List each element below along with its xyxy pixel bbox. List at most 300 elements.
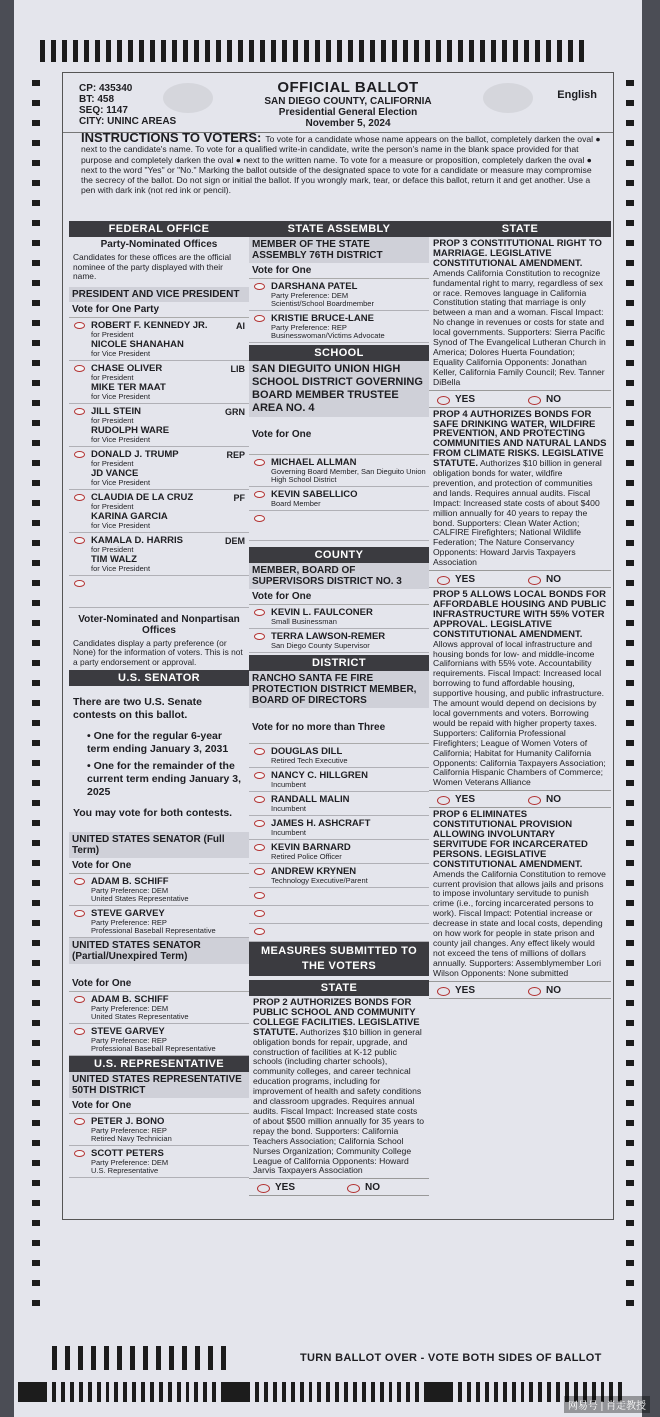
candidate-row[interactable] [249, 629, 429, 653]
prop3-yes[interactable]: YES [429, 391, 520, 407]
timing-mark [524, 40, 529, 62]
president-name: DONALD J. TRUMP [91, 448, 179, 460]
election-date: November 5, 2024 [305, 118, 391, 129]
president-contest-title: PRESIDENT AND VICE PRESIDENT [69, 287, 249, 302]
timing-mark [79, 1382, 83, 1402]
timing-mark [626, 1020, 634, 1026]
prop2-choices [249, 1178, 429, 1196]
vice-president-label: for Vice President [91, 348, 151, 358]
candidate-detail: Retired Tech Executive [271, 756, 348, 765]
timing-mark [32, 520, 40, 526]
timing-mark [32, 380, 40, 386]
timing-mark [61, 1382, 65, 1402]
timing-mark [380, 1382, 384, 1402]
timing-mark [626, 1200, 634, 1206]
vote-oval[interactable] [74, 910, 85, 917]
vote-oval[interactable] [74, 537, 85, 544]
candidate-row[interactable] [249, 311, 429, 343]
vote-oval[interactable] [254, 491, 265, 498]
vote-oval[interactable] [254, 633, 265, 640]
timing-mark [18, 1382, 47, 1402]
timing-mark [194, 1382, 198, 1402]
vice-president-name: MIKE TER MAAT [91, 381, 166, 393]
candidate-name: ADAM B. SCHIFF [91, 994, 169, 1005]
timing-mark [52, 1382, 56, 1402]
school-vote-rule: Vote for One [249, 417, 429, 455]
timing-mark [392, 40, 397, 62]
timing-mark [626, 340, 634, 346]
ticket-row[interactable] [69, 533, 249, 576]
vote-oval[interactable] [74, 322, 85, 329]
senate-bullet-2: • One for the remainder of the current term ending January 3, 2025 [87, 760, 242, 798]
timing-mark [626, 160, 634, 166]
right-timing-marks [626, 80, 634, 1340]
senate-info: There are two U.S. Senate contests on this ballot. [73, 696, 202, 721]
timing-mark [626, 1040, 634, 1046]
vote-oval[interactable] [254, 283, 265, 290]
rep-contest-title: UNITED STATES REPRESENTATIVE 50TH DISTRICT [69, 1072, 249, 1098]
county-candidates [249, 605, 429, 653]
vote-oval[interactable] [254, 748, 265, 755]
candidate-row[interactable] [69, 1024, 249, 1056]
timing-mark [371, 1382, 375, 1402]
district-candidates [249, 744, 429, 888]
vote-oval[interactable] [254, 515, 265, 522]
vote-oval[interactable] [74, 1028, 85, 1035]
vice-president-label: for Vice President [91, 520, 151, 530]
timing-mark [88, 1382, 92, 1402]
candidate-name: ANDREW KRYNEN [271, 866, 357, 877]
timing-mark [32, 1280, 40, 1286]
timing-mark [626, 920, 634, 926]
timing-mark [106, 40, 111, 62]
write-in-district-3[interactable] [249, 924, 429, 942]
timing-mark [626, 320, 634, 326]
timing-mark [494, 1382, 498, 1402]
prop3-text: PROP 3 CONSTITUTIONAL RIGHT TO MARRIAGE. LEGISLATIVE CONSTITUTIONAL AMENDMENT. Amends California Constitution to recognize fundamental right to marry, regardless of sex or race. Removes language in California Constitution stating that marriage is only between a man and a woman. Fiscal Impact: No change in revenues or costs for state and local governments. Supporters: Sierra Pacific Synod of The Evangelical Lutheran Church in America; Dolores Huerta Foundation; Equality California Opponents: Jonathan Keller, California Family Council; Rev. Tanner DiBella [433, 238, 606, 387]
timing-mark [70, 1382, 74, 1402]
timing-mark [362, 1382, 366, 1402]
candidate-row[interactable] [69, 1146, 249, 1178]
candidate-detail: United States Representative [91, 894, 189, 903]
write-in-district-2[interactable] [249, 906, 429, 924]
timing-mark [626, 1060, 634, 1066]
timing-mark [626, 960, 634, 966]
timing-mark [194, 40, 199, 62]
president-label: for President [91, 458, 134, 468]
state-measures-header: STATE [249, 980, 429, 996]
vice-president-name: RUDOLPH WARE [91, 424, 170, 436]
timing-mark [32, 640, 40, 646]
timing-mark [32, 660, 40, 666]
timing-mark [467, 1382, 471, 1402]
timing-mark [177, 1382, 181, 1402]
timing-mark [626, 460, 634, 466]
president-vote-rule: Vote for One Party [69, 302, 249, 318]
candidate-row[interactable] [249, 768, 429, 792]
timing-mark [32, 800, 40, 806]
vote-oval[interactable] [74, 365, 85, 372]
timing-mark [424, 1382, 453, 1402]
write-in-district-1[interactable] [249, 888, 429, 906]
candidate-detail: Technology Executive/Parent [271, 876, 368, 885]
vice-president-label: for Vice President [91, 477, 151, 487]
candidate-name: KRISTIE BRUCE-LANE [271, 313, 374, 324]
candidate-name: RANDALL MALIN [271, 794, 350, 805]
timing-mark [626, 880, 634, 886]
timing-mark [40, 40, 45, 62]
candidate-detail: Party Preference: DEM [91, 1158, 169, 1167]
county-seal-icon [483, 83, 533, 113]
timing-mark [32, 80, 40, 86]
vote-oval[interactable] [254, 910, 265, 917]
timing-mark [32, 400, 40, 406]
timing-mark [309, 1382, 313, 1402]
candidate-name: PETER J. BONO [91, 1116, 165, 1127]
timing-mark [150, 1382, 154, 1402]
assembly-vote-rule: Vote for One [249, 263, 429, 279]
timing-mark [32, 760, 40, 766]
candidate-detail: Board Member [271, 499, 321, 508]
timing-mark [65, 1346, 70, 1370]
us-representative-header: U.S. REPRESENTATIVE [69, 1056, 249, 1072]
timing-mark [32, 1200, 40, 1206]
president-candidates [69, 318, 249, 576]
timing-mark [626, 560, 634, 566]
timing-mark [32, 1240, 40, 1246]
timing-mark [156, 1346, 161, 1370]
prop4-yes[interactable]: YES [429, 571, 520, 587]
timing-mark [32, 540, 40, 546]
bullet-icon: • [87, 760, 94, 772]
candidate-detail: Incumbent [271, 828, 307, 837]
candidate-row[interactable] [249, 864, 429, 888]
vote-oval[interactable] [74, 1118, 85, 1125]
district-contest-title: RANCHO SANTA FE FIRE PROTECTION DISTRICT MEMBER, BOARD OF DIRECTORS [249, 671, 429, 708]
vote-oval[interactable] [74, 451, 85, 458]
vote-oval[interactable] [74, 494, 85, 501]
prop3-no[interactable]: NO [520, 391, 611, 407]
timing-mark [469, 40, 474, 62]
timing-mark [415, 1382, 419, 1402]
timing-mark [626, 280, 634, 286]
candidate-detail: Professional Baseball Representative [91, 1044, 216, 1053]
timing-mark [183, 40, 188, 62]
column-federal [69, 221, 249, 1178]
timing-mark [32, 1160, 40, 1166]
timing-mark [626, 720, 634, 726]
timing-mark [84, 40, 89, 62]
vice-president-name: JD VANCE [91, 467, 139, 479]
timing-mark [73, 40, 78, 62]
prop2-yes[interactable]: YES [249, 1179, 339, 1195]
turn-ballot-over-note: TURN BALLOT OVER - VOTE BOTH SIDES OF BALLOT [300, 1352, 602, 1364]
timing-mark [626, 220, 634, 226]
senator-partial-title: UNITED STATES SENATOR (Partial/Unexpired Term) [69, 938, 249, 964]
ticket-row[interactable] [69, 447, 249, 490]
vice-president-name: NICOLE SHANAHAN [91, 338, 184, 350]
timing-mark [300, 1382, 304, 1402]
ticket-row[interactable] [69, 318, 249, 361]
timing-mark [282, 40, 287, 62]
candidate-row[interactable] [249, 840, 429, 864]
vote-oval[interactable] [254, 928, 265, 935]
timing-mark [529, 1382, 533, 1402]
timing-mark [32, 720, 40, 726]
candidate-row[interactable] [249, 455, 429, 487]
vote-oval[interactable] [254, 820, 265, 827]
timing-mark [203, 1382, 207, 1402]
candidate-row[interactable] [69, 992, 249, 1024]
timing-mark [141, 1382, 145, 1402]
timing-mark [626, 540, 634, 546]
bullet-icon: • [87, 730, 94, 742]
timing-mark [32, 360, 40, 366]
timing-mark [212, 1382, 216, 1402]
vote-oval[interactable] [254, 844, 265, 851]
timing-mark [91, 1346, 96, 1370]
timing-mark [502, 40, 507, 62]
timing-mark [406, 1382, 410, 1402]
candidate-name: ADAM B. SCHIFF [91, 876, 169, 887]
top-timing-marks [40, 40, 620, 62]
candidate-detail: Incumbent [271, 804, 307, 813]
timing-mark [626, 380, 634, 386]
candidate-detail: Professional Baseball Representative [91, 926, 216, 935]
ticket-row[interactable] [69, 404, 249, 447]
prop6-yes[interactable]: YES [429, 982, 520, 998]
timing-mark [626, 400, 634, 406]
timing-mark [32, 620, 40, 626]
candidate-row[interactable] [249, 816, 429, 840]
timing-mark [32, 240, 40, 246]
candidate-row[interactable] [249, 792, 429, 816]
candidate-name: DARSHANA PATEL [271, 281, 358, 292]
timing-mark [626, 140, 634, 146]
vote-oval[interactable] [74, 878, 85, 885]
school-candidates [249, 455, 429, 511]
assembly-candidates [249, 279, 429, 343]
candidate-name: KEVIN SABELLICO [271, 489, 358, 500]
candidate-row[interactable] [69, 1114, 249, 1146]
timing-mark [344, 1382, 348, 1402]
us-senator-header: U.S. SENATOR [69, 670, 249, 686]
write-in-president[interactable] [69, 576, 249, 608]
vote-oval[interactable] [254, 609, 265, 616]
timing-mark [32, 500, 40, 506]
timing-mark [32, 840, 40, 846]
timing-mark [626, 200, 634, 206]
timing-mark [480, 40, 485, 62]
timing-mark [132, 1382, 136, 1402]
prop2-text: PROP 2 AUTHORIZES BONDS FOR PUBLIC SCHOOL AND COMMUNITY COLLEGE FACILITIES. LEGISLATIVE STATUTE. Authorizes $10 billion in general obligation bonds for repair, upgrade, and construction of facilities at K-12 public schools (including charter schools), community colleges, and career technical education programs, including for improvement of health and safety conditions and classroom upgrades. Requires annual audits. Fiscal Impact: Increased state costs of about $500 million annually for 35 years to repay the bond. Supporters: California Teachers Association; California School Nurses Organization; Community College League of California Opponents: Howard Jarvis Taxpayers Association [253, 997, 425, 1176]
language-label: English [557, 89, 597, 101]
timing-mark [32, 1140, 40, 1146]
timing-mark [626, 240, 634, 246]
timing-mark [186, 1382, 190, 1402]
timing-mark [32, 420, 40, 426]
voter-nominated-heading: Voter-Nominated and Nonpartisan Offices [69, 612, 249, 638]
president-name: KAMALA D. HARRIS [91, 534, 184, 546]
vote-oval[interactable] [254, 892, 265, 899]
timing-mark [172, 40, 177, 62]
timing-mark [205, 40, 210, 62]
timing-mark [32, 300, 40, 306]
vote-oval[interactable] [254, 315, 265, 322]
timing-mark [32, 260, 40, 266]
candidate-detail: Party Preference: REP [271, 323, 347, 332]
timing-mark [32, 1100, 40, 1106]
prop5-yes[interactable]: YES [429, 791, 520, 807]
timing-mark [114, 1382, 118, 1402]
vote-oval[interactable] [254, 459, 265, 466]
county-vote-rule: Vote for One [249, 589, 429, 605]
prop2-no[interactable]: NO [339, 1179, 429, 1195]
candidate-detail: Party Preference: DEM [271, 291, 349, 300]
candidate-row[interactable] [69, 906, 249, 938]
timing-mark [51, 40, 56, 62]
timing-mark [353, 1382, 357, 1402]
timing-mark [32, 900, 40, 906]
timing-mark [626, 660, 634, 666]
timing-mark [32, 480, 40, 486]
timing-mark [104, 1346, 109, 1370]
candidate-detail: Party Preference: REP [91, 918, 167, 927]
timing-mark [195, 1346, 200, 1370]
timing-mark [117, 40, 122, 62]
timing-mark [546, 40, 551, 62]
timing-mark [208, 1346, 213, 1370]
candidate-row[interactable] [249, 744, 429, 768]
ticket-row[interactable] [69, 361, 249, 404]
timing-mark [255, 1382, 259, 1402]
prop6-choices [429, 981, 611, 999]
seq-code: SEQ: 1147 [79, 105, 128, 116]
timing-mark [626, 260, 634, 266]
candidate-row[interactable] [249, 279, 429, 311]
president-label: for President [91, 544, 134, 554]
timing-mark [32, 1300, 40, 1306]
timing-mark [337, 40, 342, 62]
prop3-choices [429, 390, 611, 408]
timing-mark [32, 280, 40, 286]
timing-mark [389, 1382, 393, 1402]
vice-president-label: for Vice President [91, 563, 151, 573]
prop4-no[interactable]: NO [520, 571, 611, 587]
timing-mark [32, 780, 40, 786]
timing-mark [626, 820, 634, 826]
vote-oval[interactable] [254, 796, 265, 803]
timing-mark [128, 40, 133, 62]
vote-oval[interactable] [254, 868, 265, 875]
timing-mark [32, 600, 40, 606]
timing-mark [32, 1260, 40, 1266]
timing-mark [221, 1346, 226, 1370]
federal-office-header: FEDERAL OFFICE [69, 221, 249, 237]
timing-mark [626, 300, 634, 306]
president-name: CLAUDIA DE LA CRUZ [91, 491, 194, 503]
timing-mark [626, 1000, 634, 1006]
timing-mark [476, 1382, 480, 1402]
timing-mark [397, 1382, 401, 1402]
timing-mark [32, 580, 40, 586]
timing-mark [626, 1080, 634, 1086]
timing-mark [626, 1120, 634, 1126]
candidate-detail: Party Preference: DEM [91, 1004, 169, 1013]
timing-mark [626, 1160, 634, 1166]
voter-nominated-note: Candidates display a party preference (or None) for the information of voters. This is not a party endorsement or approval. [73, 637, 243, 667]
timing-mark [626, 900, 634, 906]
candidate-name: STEVE GARVEY [91, 1026, 165, 1037]
timing-mark [512, 1382, 516, 1402]
senator-full-candidates [69, 874, 249, 938]
ballot-header [63, 73, 613, 133]
timing-mark [249, 40, 254, 62]
timing-mark [626, 120, 634, 126]
vote-oval[interactable] [254, 772, 265, 779]
timing-mark [123, 1382, 127, 1402]
vote-oval[interactable] [74, 580, 85, 587]
timing-mark [626, 800, 634, 806]
timing-mark [626, 680, 634, 686]
timing-mark [32, 200, 40, 206]
candidate-row[interactable] [69, 874, 249, 906]
timing-mark [32, 340, 40, 346]
party-abbrev: GRN [225, 406, 245, 417]
candidate-name: NANCY C. HILLGREN [271, 770, 368, 781]
timing-mark [32, 460, 40, 466]
candidate-row[interactable] [249, 487, 429, 511]
bottom-timing-marks [18, 1382, 622, 1402]
timing-mark [32, 220, 40, 226]
timing-mark [161, 40, 166, 62]
vote-oval[interactable] [74, 408, 85, 415]
candidate-name: MICHAEL ALLMAN [271, 457, 357, 468]
prop5-choices [429, 790, 611, 808]
prop6-text: PROP 6 ELIMINATES CONSTITUTIONAL PROVISION ALLOWING INVOLUNTARY SERVITUDE FOR INCARCERATED PERSONS. LEGISLATIVE CONSTITUTIONAL AMENDMENT. Amends the California Constitution to remove current provision that allows jails and prisons to impose involuntary servitude to punish crime (i.e., forcing incarcerated persons to work). Fiscal Impact: Potential increase or decrease in state and local costs, depending on how work for people in state prison and county jail changes. Any effect likely would not exceed the tens of millions of dollars annually. Supporters: Assemblymember Lori Wilson Opponents: None submitted [433, 809, 606, 978]
candidate-row[interactable] [249, 605, 429, 629]
candidate-detail: Governing Board Member, San Dieguito Union High School District [271, 467, 426, 484]
candidate-detail: Businesswoman/Victims Advocate [271, 331, 385, 340]
party-abbrev: AI [236, 320, 245, 331]
vote-oval[interactable] [74, 996, 85, 1003]
ticket-row[interactable] [69, 490, 249, 533]
timing-mark [381, 40, 386, 62]
timing-mark [317, 1382, 321, 1402]
state-assembly-header: STATE ASSEMBLY [249, 221, 429, 237]
timing-mark [32, 140, 40, 146]
bt-code: BT: 458 [79, 94, 115, 105]
timing-mark [626, 1260, 634, 1266]
district-vote-rule: Vote for no more than Three [249, 708, 429, 744]
vote-oval[interactable] [74, 1150, 85, 1157]
party-nominated-heading: Party-Nominated Offices [69, 237, 249, 252]
timing-mark [32, 860, 40, 866]
timing-mark [32, 1000, 40, 1006]
timing-mark [521, 1382, 525, 1402]
timing-mark [626, 500, 634, 506]
school-header: SCHOOL [249, 345, 429, 361]
rep-vote-rule: Vote for One [69, 1098, 249, 1114]
timing-mark [626, 520, 634, 526]
timing-mark [626, 360, 634, 366]
prop6-no[interactable]: NO [520, 982, 611, 998]
senate-both-note: You may vote for both contests. [73, 807, 233, 819]
candidate-detail: Retired Police Officer [271, 852, 342, 861]
county-header: COUNTY [249, 547, 429, 563]
prop5-no[interactable]: NO [520, 791, 611, 807]
write-in-school[interactable] [249, 511, 429, 541]
